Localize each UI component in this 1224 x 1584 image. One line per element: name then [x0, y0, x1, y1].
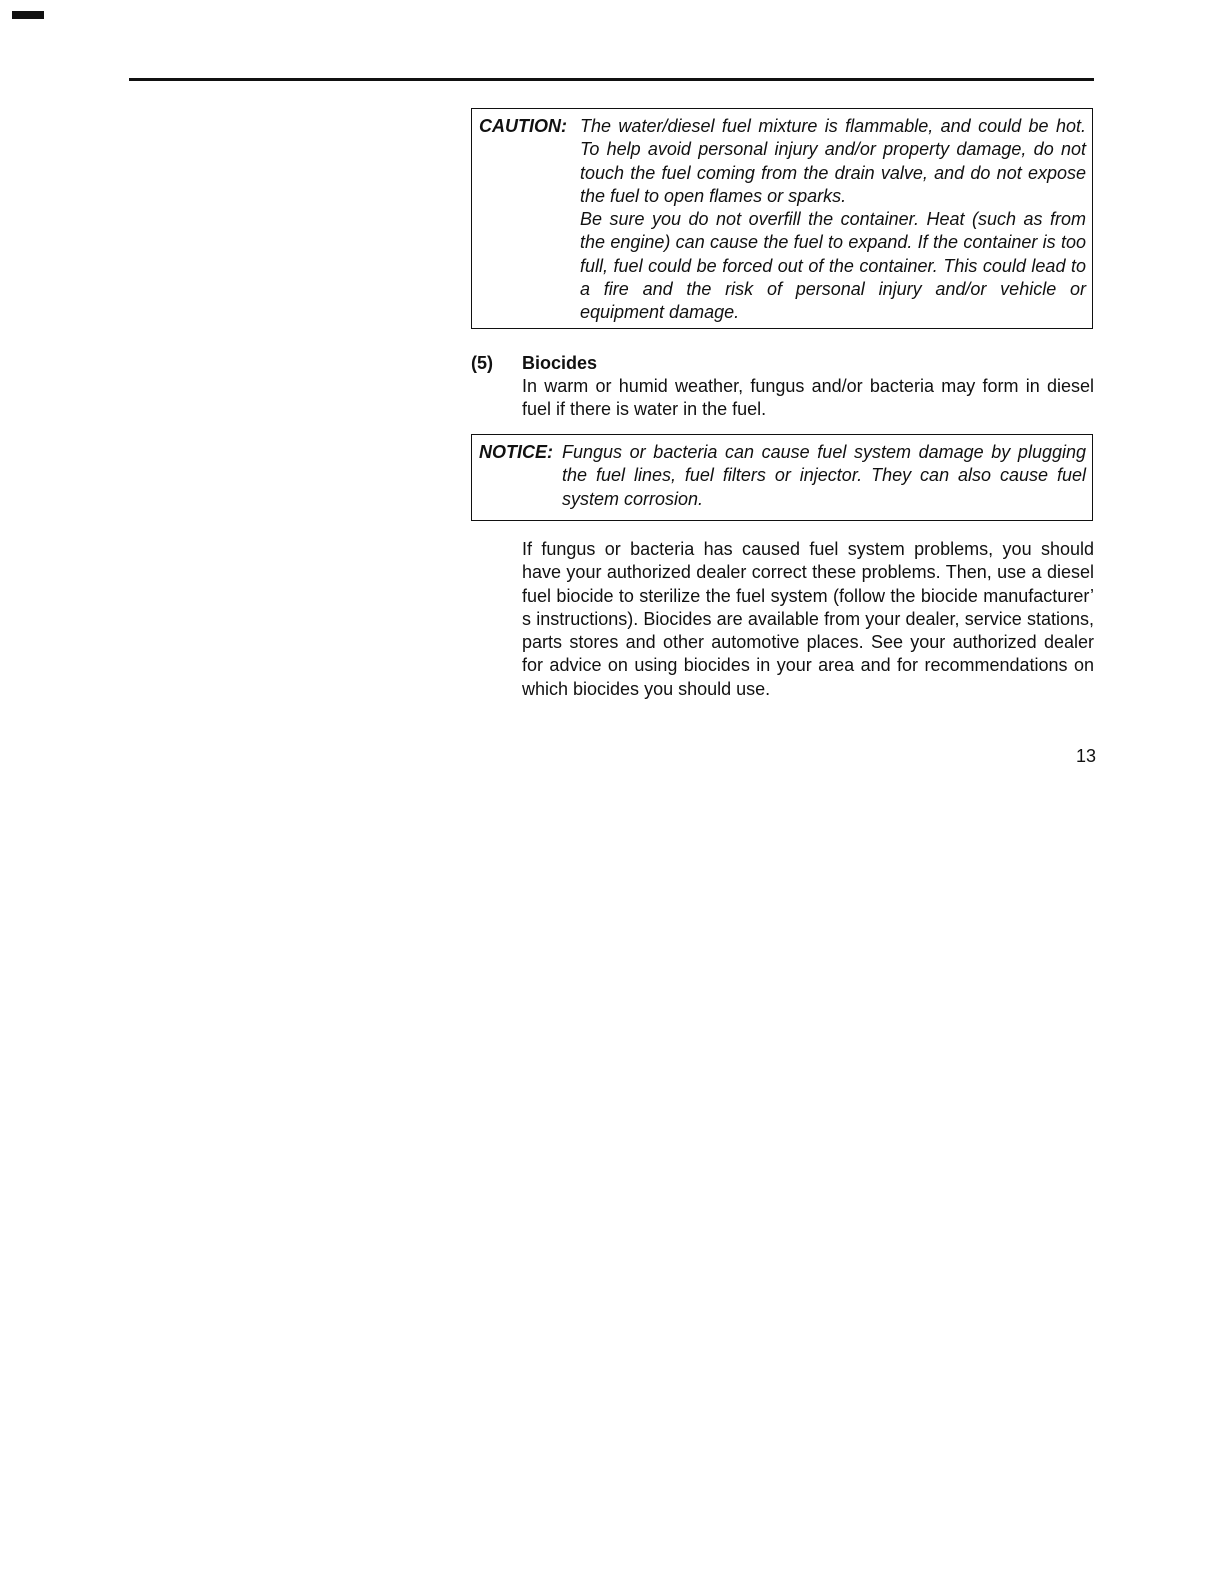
notice-box	[471, 434, 1093, 521]
section-title: Biocides	[522, 353, 598, 373]
section-number: (5)	[471, 353, 493, 373]
notice-text: Fungus or bacteria can cause fuel system damage by plugging the fuel lines, fuel filters or injector. They can also cause fuel system corrosion.	[562, 442, 1086, 509]
header-rule	[129, 78, 1094, 81]
caution-text	[580, 115, 1086, 325]
caution-paragraph-2: Be sure you do not overfill the container. Heat (such as from the engine) can cause the fuel to expand. If the container is too full, fuel could be forced out of the container. This could lead to a fire and the risk of personal injury and/or vehicle or equipment damage.	[580, 209, 1086, 323]
caution-label: CAUTION:	[479, 116, 567, 136]
caution-paragraph-1: The water/diesel fuel mixture is flammable, and could be hot. To help avoid personal injury and/or property damage, do not touch the fuel coming from the drain valve, and do not expose the fuel to open flames or sparks.	[580, 116, 1086, 206]
scan-corner-mark	[12, 11, 44, 19]
biocide-paragraph: If fungus or bacteria has caused fuel system problems, you should have your authorized dealer correct these problems. Then, use a diesel fuel biocide to sterilize the fuel system (follow the biocide manufacturer’ s instructions). Biocides are available from your dealer, service stations, parts stores and other automotive places. See your authorized dealer for advice on using biocides in your area and for recommendations on which biocides you should use.	[522, 539, 1094, 699]
caution-box	[471, 108, 1093, 329]
section-intro: In warm or humid weather, fungus and/or bacteria may form in diesel fuel if there is water in the fuel.	[522, 376, 1094, 420]
page-number: 13	[1075, 746, 1096, 766]
notice-label: NOTICE:	[479, 442, 553, 462]
